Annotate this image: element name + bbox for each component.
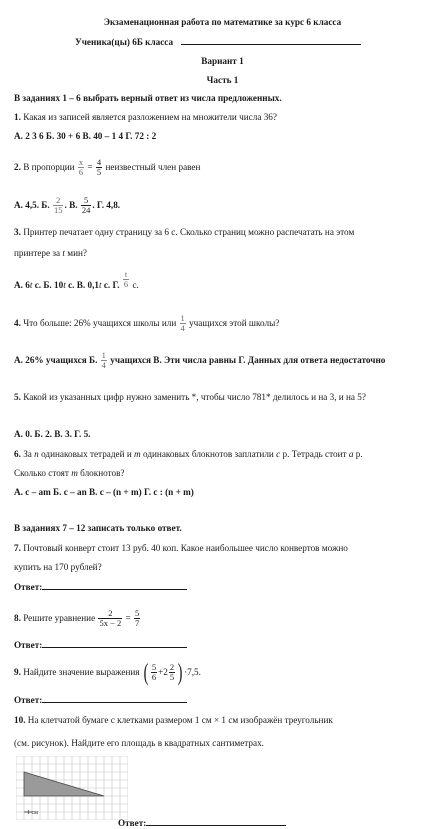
q9-a-num: 5 — [151, 662, 157, 673]
q6-text — [14, 448, 363, 460]
q10-text — [14, 714, 333, 726]
q3-opt-d: с. Г. — [101, 280, 120, 290]
student-label: Ученика(цы) 6Б класса — [75, 37, 174, 47]
q4-number: 4. — [14, 318, 21, 328]
q3-opt-c: с. В. 0,1 — [65, 280, 99, 290]
q5-question: Какой из указанных цифр нужно заменить *, чтобы число 781* делилось и на 3, и на 5? — [23, 392, 366, 402]
q9-frac-b — [169, 663, 175, 682]
q6-a: a — [348, 449, 354, 459]
variant-label: Вариант 1 — [201, 56, 244, 66]
q1-options: А. 2 3 6 Б. 30 + 6 В. 40 – 1 4 Г. 72 : 2 — [14, 131, 157, 141]
q7-number: 7. — [14, 543, 21, 553]
q6-number: 6. — [14, 449, 21, 459]
q9-b-num: 2 — [169, 662, 175, 673]
q2-question-a: В пропорции — [23, 162, 75, 172]
q7-text — [14, 542, 348, 554]
q6-l2m: m — [71, 468, 78, 478]
q4-opt-a: А. 26% учащихся Б. — [14, 355, 98, 365]
q6-t3: одинаковых блокнотов заплатили — [140, 449, 277, 459]
part-label: Часть 1 — [206, 75, 239, 85]
q3-q2b: мин? — [64, 248, 88, 258]
page-title: Экзаменационная работа по математике за курс 6 класса — [103, 17, 342, 27]
student-line — [75, 35, 361, 48]
q5-text — [14, 391, 366, 403]
q2-number: 2. — [14, 162, 21, 172]
q4-text — [14, 308, 279, 338]
q7-question: Почтовый конверт стоит 13 руб. 40 коп. Какое наибольшее число конвертов можно — [23, 543, 348, 553]
q10-answer — [118, 816, 286, 829]
q8-frac-den: 5x − 2 — [99, 618, 122, 629]
q2-frac-b — [53, 196, 64, 215]
q4-options — [14, 345, 385, 375]
q10-scale-label: 1 см — [27, 810, 38, 816]
section2-instruction: В заданиях 7 – 12 записать только ответ. — [14, 523, 182, 533]
q2-proportion-left — [78, 158, 84, 177]
q8-answer-blank[interactable] — [42, 638, 187, 648]
q8-f2-den: 7 — [135, 618, 140, 629]
q3-q2t: t — [62, 248, 65, 258]
q9-number: 9. — [14, 667, 21, 677]
q9-tail: ·7,5. — [184, 667, 201, 677]
q4-question-b: учащихся этой школы? — [189, 318, 280, 328]
q3-options — [14, 268, 139, 302]
q2-proportion-right — [96, 158, 102, 177]
q9-plus: +2 — [158, 667, 168, 677]
q2-prop-x: x — [78, 157, 84, 168]
q2-prop-6: 6 — [78, 167, 84, 178]
q3-opt-c-t: t — [98, 280, 102, 290]
q3-opt-b: с. Б. 10 — [32, 280, 64, 290]
q3-q2a: принтере за — [14, 248, 63, 258]
q7-text-line2: купить на 170 рублей? — [14, 562, 102, 572]
q3-opt-end: с. — [132, 280, 139, 290]
q8-frac-left — [98, 609, 122, 628]
q4-frac-num: 1 — [180, 313, 185, 324]
q2-opt-b: . В. — [64, 200, 78, 210]
q1-question: Какая из записей является разложением на множители числа 36? — [23, 112, 277, 122]
q2-prop-4: 4 — [96, 157, 102, 168]
q4-opt-frac-num: 1 — [101, 350, 106, 361]
q6-m: m — [134, 449, 141, 459]
q8-answer — [14, 638, 187, 651]
q2-prop-eq: = — [87, 162, 93, 172]
q7-answer-blank[interactable] — [42, 580, 187, 590]
q5-options: А. 0. Б. 2. В. 3. Г. 5. — [14, 429, 91, 439]
q3-question: Принтер печатает одну страницу за 6 с. Сколько страниц можно распечатать на этом — [23, 227, 355, 237]
q6-t4: р. Тетрадь стоит — [280, 449, 349, 459]
q7-answer — [14, 580, 187, 593]
q6-c: c — [276, 449, 281, 459]
q3-frac-d — [123, 270, 129, 289]
q3-opt-b-t: t — [63, 280, 66, 290]
q2-opt-a: А. 4,5. Б. — [14, 200, 50, 210]
q8-answer-label: Ответ: — [14, 640, 43, 650]
q9-text — [14, 657, 201, 687]
q9-answer-blank[interactable] — [42, 693, 187, 703]
q8-frac-right — [134, 609, 140, 628]
q9-question: Найдите значение выражения — [23, 667, 140, 677]
q3-text-line2 — [14, 247, 87, 259]
q6-t5: р. — [353, 449, 363, 459]
q9-paren-close: ) — [177, 659, 183, 686]
q9-b-den: 5 — [169, 672, 175, 683]
q5-number: 5. — [14, 392, 21, 402]
q3-frac-den: 6 — [123, 279, 129, 290]
q3-frac-num: t — [124, 269, 128, 280]
q6-n: n — [34, 449, 39, 459]
q2-f1-num: 2 — [53, 196, 64, 206]
q8-f2-num: 5 — [135, 608, 140, 619]
q9-answer-label: Ответ: — [14, 695, 43, 705]
q8-text — [14, 603, 141, 633]
q10-number: 10. — [14, 715, 26, 725]
q6-options: А. c – am Б. c – an В. c – (n + m) Г. c : (n + m) — [14, 487, 194, 497]
q2-text — [14, 152, 200, 182]
q9-answer — [14, 693, 187, 706]
q2-options — [14, 192, 120, 218]
q2-opt-c: . Г. 4,8. — [92, 200, 121, 210]
q4-question-a: Что больше: 26% учащихся школы или — [23, 318, 177, 328]
q4-frac — [180, 314, 186, 333]
q2-prop-5: 5 — [96, 167, 102, 178]
q3-opt-a-t: t — [29, 280, 33, 290]
q3-text — [14, 226, 354, 238]
q4-opt-frac-den: 4 — [101, 360, 106, 371]
q2-f2-den: 24 — [81, 205, 91, 216]
q10-answer-blank[interactable] — [146, 816, 286, 826]
q10-text-line2: (см. рисунок). Найдите его площадь в квадратных сантиметрах. — [14, 738, 264, 748]
q4-opt-frac — [101, 351, 107, 370]
q2-f2-num: 5 — [81, 196, 92, 206]
q8-frac-num: 2 — [98, 609, 122, 619]
q10-answer-label: Ответ: — [118, 818, 147, 828]
student-name-blank[interactable] — [181, 35, 361, 45]
q9-paren-open: ( — [143, 659, 149, 686]
q3-opt-a: А. 6 — [14, 280, 30, 290]
q2-f1-den: 15 — [53, 205, 63, 216]
q6-l2a: Сколько стоят — [14, 468, 72, 478]
q4-frac-den: 4 — [180, 323, 185, 334]
q4-opt-b: учащихся В. Эти числа равны Г. Данных для ответа недостаточно — [110, 355, 386, 365]
q8-number: 8. — [14, 613, 21, 623]
q3-number: 3. — [14, 227, 21, 237]
q6-t1: За — [23, 449, 35, 459]
q8-eq: = — [125, 613, 131, 623]
section1-instruction: В заданиях 1 – 6 выбрать верный ответ из числа предложенных. — [14, 93, 282, 103]
q9-a-den: 6 — [151, 672, 157, 683]
q7-answer-label: Ответ: — [14, 582, 43, 592]
q8-question: Решите уравнение — [23, 613, 96, 623]
q1-number: 1. — [14, 112, 21, 122]
q6-t2: одинаковых тетрадей и — [38, 449, 135, 459]
q6-text-line2 — [14, 467, 125, 479]
q1-text — [14, 111, 277, 123]
q2-question-b: неизвестный член равен — [105, 162, 201, 172]
q9-frac-a — [151, 663, 157, 682]
q6-l2b: блокнотов? — [77, 468, 125, 478]
q10-question: На клетчатой бумаге с клетками размером 1 см × 1 см изображён треугольник — [27, 715, 333, 725]
q2-frac-c — [81, 196, 92, 215]
